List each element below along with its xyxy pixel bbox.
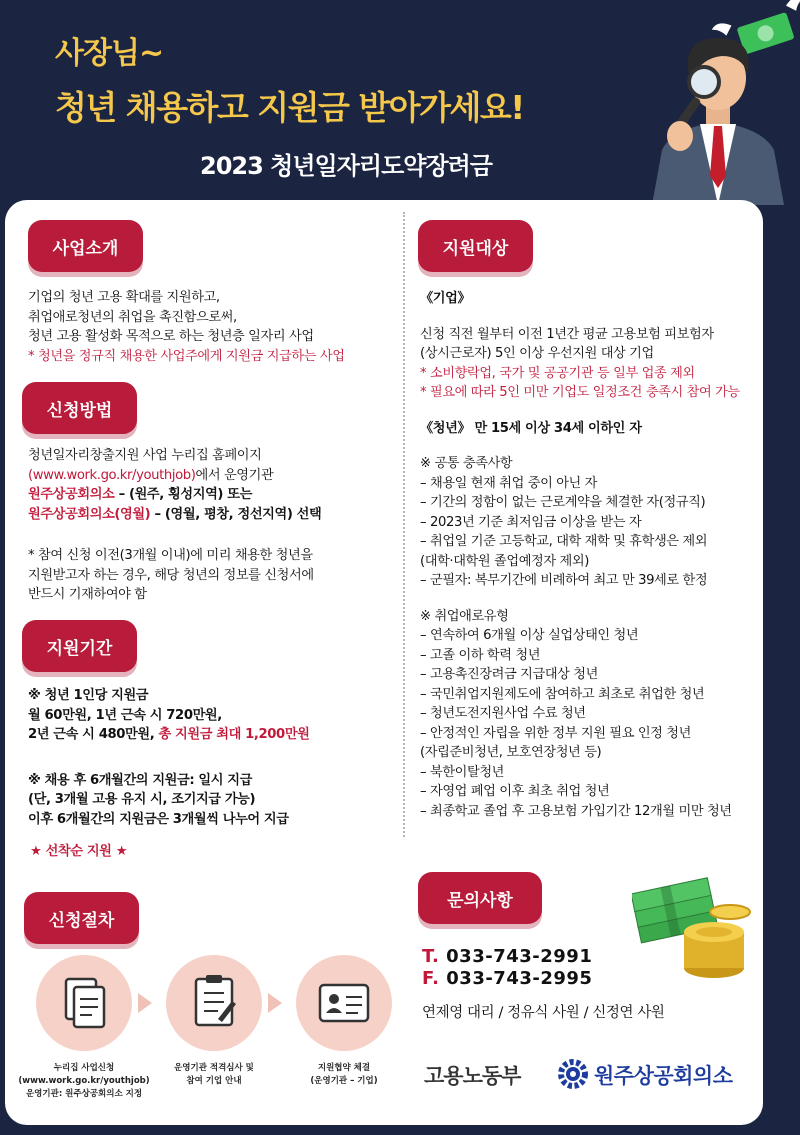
target-hard-item: – 자영업 폐업 이후 최초 취업 청년 — [420, 784, 610, 799]
step-1-circle — [36, 955, 132, 1051]
target-hard-item: – 청년도전지원사업 수료 청년 — [420, 706, 586, 721]
step-2-line: 운영기관 적격심사 및 — [174, 1063, 254, 1073]
target-common-title: ※ 공통 충족사항 — [420, 456, 513, 471]
step-3-label — [284, 1062, 404, 1088]
chamber-logo: 원주상공회의소 — [594, 1064, 733, 1088]
target-common-item: – 2023년 기준 최저임금 이상을 받는 자 — [420, 514, 642, 530]
intro-text — [28, 288, 345, 366]
step-3-line: 지원협약 체결 — [317, 1063, 371, 1073]
contact-fax — [422, 968, 592, 989]
header-banner — [0, 0, 800, 210]
target-common-item: – 취업일 기준 고등학교, 대학 재학 및 휴학생은 제외 — [420, 534, 708, 549]
target-company-note: * 소비향락업, 국가 및 공공기관 등 일부 업종 제외 — [420, 365, 695, 381]
intro-line: 기업의 청년 고용 확대를 지원하고, — [28, 290, 220, 305]
section-title-target: 지원대상 — [418, 220, 533, 272]
period-line: ※ 청년 1인당 지원금 — [28, 688, 149, 703]
tel-prefix: T. — [422, 946, 440, 967]
step-2-circle — [166, 955, 262, 1051]
id-card-icon — [296, 955, 392, 1051]
contact-tel[interactable] — [422, 946, 592, 967]
method-line: 청년일자리창출지원 사업 누리집 홈페이지 — [28, 448, 262, 463]
first-come-notice: ★ 선착순 지원 ★ — [30, 844, 128, 859]
method-org1-region: – (원주, 횡성지역) 또는 — [114, 487, 252, 502]
target-company-note: * 필요에 따라 5인 미만 기업도 일정조건 충족시 참여 가능 — [420, 385, 740, 400]
money-stack-icon — [632, 872, 756, 984]
intro-note: * 청년을 정규직 채용한 사업주에게 지원금 지급하는 사업 — [28, 348, 345, 364]
target-hard-item: – 국민취업지원제도에 참여하고 최초로 취업한 청년 — [420, 686, 705, 702]
target-hard-item: – 최종학교 졸업 후 고용보험 가입기간 12개월 미만 청년 — [420, 803, 732, 819]
method-url-suffix: 에서 운영기관 — [195, 467, 274, 483]
intro-line: 취업애로청년의 취업을 촉진함으로써, — [28, 309, 237, 325]
step-3-circle — [296, 955, 392, 1051]
period-line: (단, 3개월 고용 유지 시, 조기지급 가능) — [28, 792, 256, 807]
target-hard-item: – 연속하여 6개월 이상 실업상태인 청년 — [420, 628, 639, 643]
target-youth-label: 《청년》 만 15세 이상 34세 이하인 자 — [420, 420, 642, 436]
method-note-line: 지원받고자 하는 경우, 해당 청년의 정보를 신청서에 — [28, 567, 314, 583]
target-hard-item: (자립준비청년, 보호연장청년 등) — [420, 745, 602, 760]
step-1-label — [12, 1062, 156, 1101]
period-line: 이후 6개월간의 지원금은 3개월씩 나누어 지급 — [28, 811, 289, 827]
target-company-line: (상시근로자) 5인 이상 우선지원 대상 기업 — [420, 346, 654, 361]
period-max-amount: 총 지원금 최대 1,200만원 — [158, 727, 310, 742]
section-title-method: 신청방법 — [22, 382, 137, 434]
step-arrow-1 — [138, 993, 152, 1013]
section-title-contact: 문의사항 — [418, 872, 542, 924]
target-common-item: (대학·대학원 졸업예정자 제외) — [420, 553, 589, 569]
fax-number: 033-743-2995 — [439, 968, 593, 989]
target-company-line: 신청 직전 월부터 이전 1년간 평균 고용보험 피보험자 — [420, 326, 714, 342]
contact-staff: 연제영 대리 / 정유식 사원 / 신정연 사원 — [422, 1005, 665, 1021]
target-common-item: – 채용일 현재 취업 중이 아닌 자 — [420, 475, 598, 491]
method-org2: 원주상공회의소(영월) — [28, 506, 151, 522]
step-arrow-2 — [268, 993, 282, 1013]
headline-line2: 청년 채용하고 지원금 받아가세요! — [55, 88, 524, 127]
method-org2-region: – (영월, 평창, 정선지역) 선택 — [150, 506, 322, 522]
target-hard-item: – 북한이탈청년 — [420, 764, 505, 780]
method-url-link[interactable]: (www.work.go.kr/youthjob) — [28, 467, 196, 483]
checklist-icon — [166, 955, 262, 1051]
section-title-procedure: 신청절차 — [24, 892, 139, 944]
method-note-line: * 참여 신청 이전(3개월 이내)에 미리 채용한 청년을 — [28, 548, 313, 563]
target-hard-title: ※ 취업애로유형 — [420, 608, 509, 624]
gear-logo-icon — [557, 1058, 589, 1090]
headline-line1: 사장님~ — [55, 36, 164, 71]
method-text — [28, 446, 321, 605]
target-common-item: – 군필자: 복무기간에 비례하여 최고 만 39세로 한정 — [420, 573, 708, 588]
column-divider — [403, 212, 405, 837]
step-2-line: 참여 기업 안내 — [186, 1076, 242, 1086]
tel-number: 033-743-2991 — [439, 946, 593, 967]
method-note-line: 반드시 기재하여야 함 — [28, 587, 147, 602]
businessman-illustration — [632, 0, 800, 205]
target-hard-item: – 안정적인 자립을 위한 정부 지원 필요 인정 청년 — [420, 725, 691, 741]
target-common-item: – 기간의 정함이 없는 근로계약을 체결한 자(정규직) — [420, 495, 706, 510]
intro-line: 청년 고용 활성화 목적으로 하는 청년층 일자리 사업 — [28, 329, 314, 344]
period-line: 2년 근속 시 480만원, — [28, 727, 159, 742]
period-line: 월 60만원, 1년 근속 시 720만원, — [28, 707, 222, 723]
step-1-line: (www.work.go.kr/youthjob) — [18, 1076, 150, 1086]
method-org1: 원주상공회의소 — [28, 487, 115, 502]
document-icon — [36, 955, 132, 1051]
section-title-intro: 사업소개 — [28, 220, 143, 272]
target-company-label: 《기업》 — [420, 291, 471, 306]
period-line: ※ 채용 후 6개월간의 지원금: 일시 지급 — [28, 772, 252, 788]
target-hard-item: – 고졸 이하 학력 청년 — [420, 647, 541, 663]
ministry-logo: 고용노동부 — [424, 1064, 521, 1088]
step-2-label — [150, 1062, 278, 1088]
step-1-line: 누리집 사업신청 — [53, 1063, 115, 1073]
target-text — [420, 289, 740, 821]
target-hard-item: – 고용촉진장려금 지급대상 청년 — [420, 667, 598, 682]
headline-subtitle: 2023 청년일자리도약장려금 — [200, 152, 492, 180]
fax-prefix: F. — [422, 968, 440, 989]
section-title-period: 지원기간 — [22, 620, 137, 672]
step-3-line: (운영기관 – 기업) — [310, 1076, 378, 1086]
step-1-line: 운영기관: 원주상공회의소 지정 — [25, 1089, 143, 1099]
period-text — [28, 686, 310, 829]
